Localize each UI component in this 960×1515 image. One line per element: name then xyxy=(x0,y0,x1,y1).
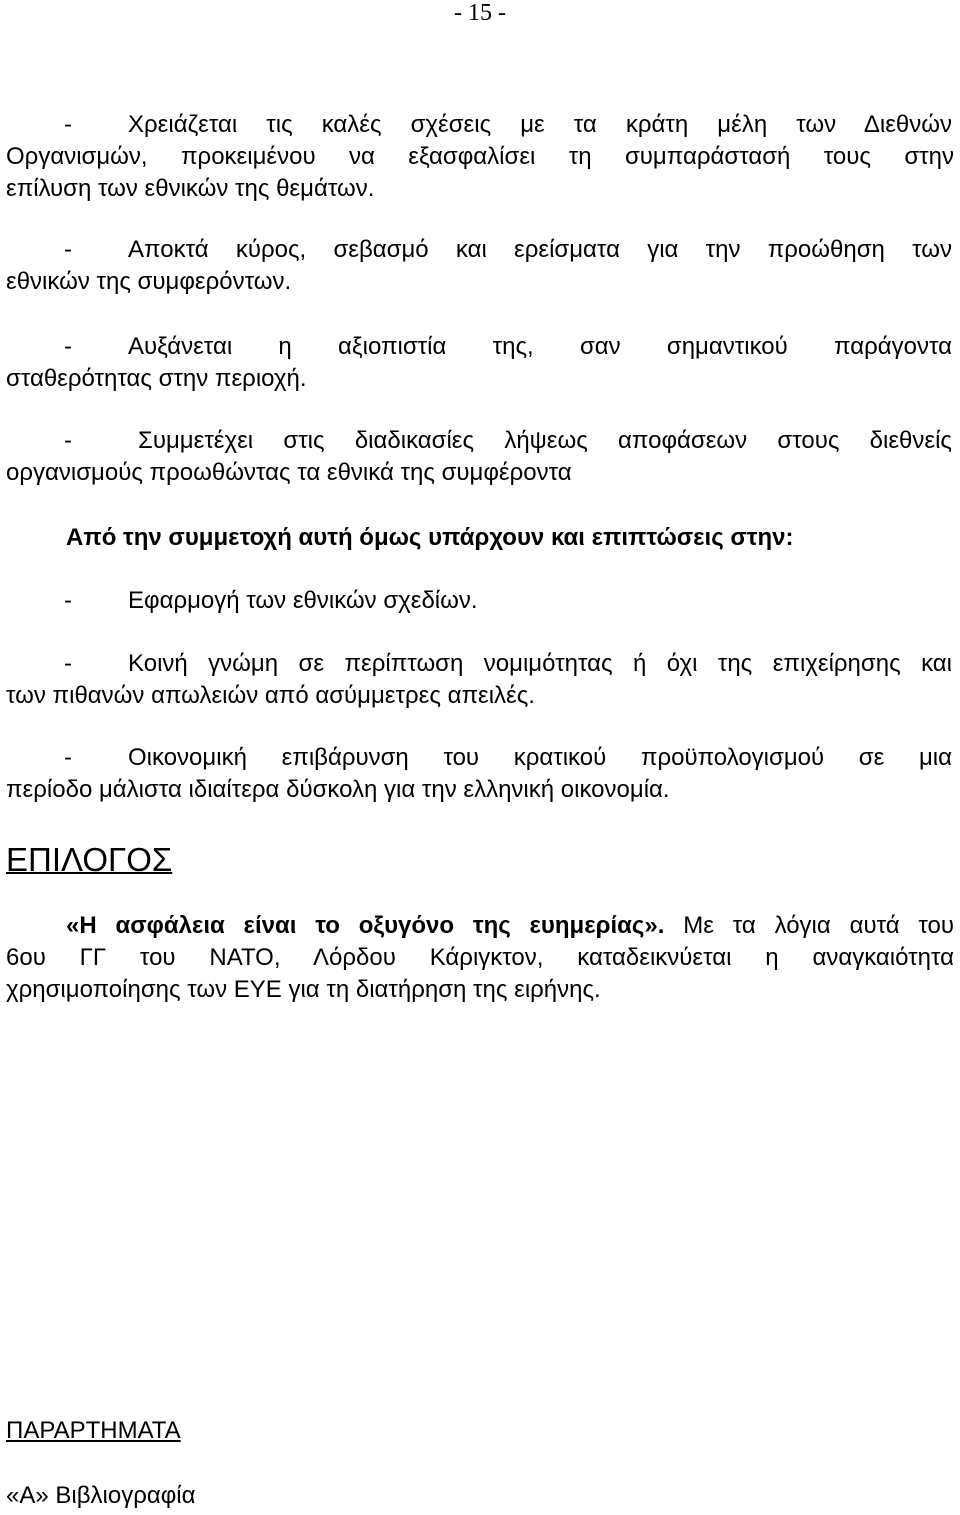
consequence-3-line-2: περίοδο μάλιστα ιδιαίτερα δύσκολη για την ελληνική οικονομία. xyxy=(6,776,670,803)
consequence-1-dash: - xyxy=(64,587,72,614)
epilogue-line-1 xyxy=(6,910,954,942)
consequence-3-line-1 xyxy=(6,742,954,774)
consequence-paragraph-2 xyxy=(6,648,954,712)
annex-a-bibliography: «Α» Βιβλιογραφία xyxy=(6,1482,196,1509)
bullet-2-line-1 xyxy=(6,234,954,266)
bullet-3-line-2: σταθερότητας στην περιοχή. xyxy=(6,365,307,392)
bullet-paragraph-2 xyxy=(6,234,954,298)
consequence-2-line-1 xyxy=(6,648,954,680)
bullet-1-line-1 xyxy=(6,109,954,141)
bullet-paragraph-1 xyxy=(6,109,954,205)
bullet-3-dash: - xyxy=(64,333,72,360)
bullet-2-line-1-text: Αποκτά κύρος, σεβασμό και ερείσματα για την προώθηση των xyxy=(128,236,952,263)
consequence-paragraph-1 xyxy=(6,585,954,617)
epilogue-heading: ΕΠΙΛΟΓΟΣ xyxy=(6,841,173,878)
bullet-1-line-1-text: Χρειάζεται τις καλές σχέσεις με τα κράτη μέλη των Διεθνών xyxy=(128,111,952,138)
bullet-paragraph-4 xyxy=(6,425,954,489)
consequence-3-dash: - xyxy=(64,744,72,771)
bullet-2-dash: - xyxy=(64,236,72,263)
page-number: - 15 - xyxy=(454,0,506,26)
bullet-4-line-2: οργανισμούς προωθώντας τα εθνικά της συμφέροντα xyxy=(6,459,572,486)
bullet-4-line-1 xyxy=(6,425,954,457)
consequence-2-line-2: των πιθανών απωλειών από ασύμμετρες απειλές. xyxy=(6,682,535,709)
bullet-4-line-1-text: Συμμετέχει στις διαδικασίες λήψεως αποφάσεων στους διεθνείς xyxy=(138,427,952,454)
bullet-4-dash: - xyxy=(64,427,72,454)
consequence-2-dash: - xyxy=(64,650,72,677)
consequence-1-line-1-text: Εφαρμογή των εθνικών σχεδίων. xyxy=(128,587,478,614)
bullet-1-line-2: Οργανισμών, προκειμένου να εξασφαλίσει τη συμπαράστασή τους στην xyxy=(6,143,954,170)
bullet-2-line-2: εθνικών της συμφερόντων. xyxy=(6,268,292,295)
bullet-1-dash: - xyxy=(64,111,72,138)
consequence-3-line-1-text: Οικονομική επιβάρυνση του κρατικού προϋπολογισμού σε μια xyxy=(128,744,952,771)
consequences-intro: Από την συμμετοχή αυτή όμως υπάρχουν και επιπτώσεις στην: xyxy=(66,524,794,551)
epilogue-paragraph xyxy=(6,910,954,1006)
bullet-paragraph-3 xyxy=(6,331,954,395)
epilogue-quote: «Η ασφάλεια είναι το οξυγόνο της ευημερίας». xyxy=(66,912,665,939)
bullet-3-line-1-text: Αυξάνεται η αξιοπιστία της, σαν σημαντικού παράγοντα xyxy=(128,333,952,360)
consequence-1-line-1 xyxy=(6,585,954,617)
bullet-3-line-1 xyxy=(6,331,954,363)
epilogue-line-3: χρησιμοποίησης των ΕΥΕ για τη διατήρηση της ειρήνης. xyxy=(6,976,601,1003)
consequence-2-line-1-text: Κοινή γνώμη σε περίπτωση νομιμότητας ή όχι της επιχείρησης και xyxy=(128,650,952,677)
bullet-1-line-3: επίλυση των εθνικών της θεμάτων. xyxy=(6,175,375,202)
annexes-heading: ΠΑΡΑΡΤΗΜΑΤΑ xyxy=(6,1417,181,1444)
epilogue-line-2: 6ου ΓΓ του ΝΑΤΟ, Λόρδου Κάριγκτον, καταδεικνύεται η αναγκαιότητα xyxy=(6,944,954,971)
consequence-paragraph-3 xyxy=(6,742,954,806)
epilogue-line-1-rest: Με τα λόγια αυτά του xyxy=(683,912,955,939)
